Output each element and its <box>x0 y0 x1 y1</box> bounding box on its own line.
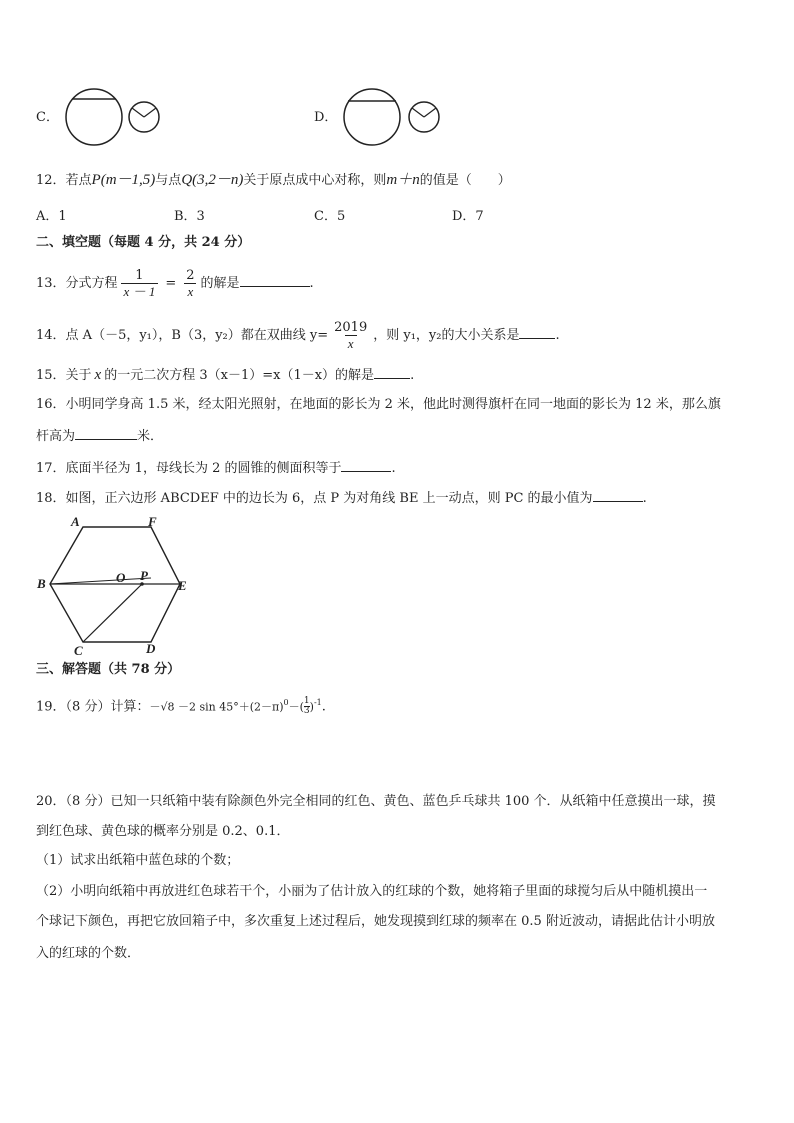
section-2-title: 二、填空题（每题 4 分，共 24 分） <box>36 235 251 250</box>
section-3-title: 三、解答题（共 78 分） <box>36 662 181 677</box>
q13-suffix: 的解是 <box>200 276 240 291</box>
q19-expr-part2: －( <box>288 700 304 714</box>
q14-suffix: ，则 y₁，y₂的大小关系是 <box>373 328 520 343</box>
label-a: A <box>71 514 80 529</box>
q14-answer-blank[interactable] <box>519 326 555 339</box>
option-d-label: D． <box>314 110 338 125</box>
label-d: D <box>146 641 156 656</box>
option-d-figure <box>338 86 448 148</box>
q12-option-c: C．5 <box>314 209 346 224</box>
label-e: E <box>178 578 187 593</box>
q19-end: . <box>321 699 326 715</box>
q16-line-1: 16．小明同学身高 1.5 米，经太阳光照射，在地面的影长为 2 米，他此时测得旗杆在同一地面的影长为 12 米，那么旗 <box>36 397 721 412</box>
q17-answer-blank[interactable] <box>341 459 391 472</box>
q19-expr-part3: ) <box>309 700 314 714</box>
q20-sub-2-line-3: 入的红球的个数． <box>36 946 141 961</box>
label-p: P <box>140 568 148 583</box>
q12-option-b: B．3 <box>174 209 205 224</box>
question-19 <box>36 690 326 720</box>
q12-number: 12．若点 <box>36 173 92 188</box>
q13-frac1-num: 1 <box>135 268 144 283</box>
q18-text: 18．如图，正六边形 ABCDEF 中的边长为 6，点 P 为对角线 BE 上一动点，则 PC 的最小值为 <box>36 491 593 506</box>
q13-equals: = <box>165 276 177 291</box>
question-12 <box>36 171 511 190</box>
q20-sub-2-line-2: 个球记下颜色，再把它放回箱子中，多次重复上述过程后，她发现摸到红球的频率在 0.5 附近波动，请据此估计小明放 <box>36 914 715 929</box>
segment-bp <box>50 578 151 584</box>
q14-prefix: 14．点 A（－5，y₁），B（3，y₂）都在双曲线 y= <box>36 328 329 343</box>
q18-answer-blank[interactable] <box>593 489 643 502</box>
q19-exp-0: 0 <box>283 698 289 707</box>
q13-prefix: 13．分式方程 <box>36 276 118 291</box>
q13-frac2-den: x <box>184 283 196 299</box>
q15-answer-blank[interactable] <box>374 366 410 379</box>
q12-mid2: 关于原点成中心对称，则 <box>243 173 387 188</box>
q16-line2-prefix: 杆高为 <box>36 429 76 444</box>
option-c-label: C． <box>36 110 59 125</box>
option-c-figure <box>60 86 170 148</box>
label-o: O <box>116 570 126 585</box>
q13-answer-blank[interactable] <box>240 274 310 287</box>
question-15 <box>36 366 414 385</box>
q20-line-2: 到红色球、黄色球的概率分别是 0.2、0.1． <box>36 824 290 839</box>
q13-fraction-1 <box>121 268 159 299</box>
q12-p-name: P <box>91 172 101 188</box>
q16-line2-suffix: 米． <box>137 429 164 444</box>
q19-expr-part1: －√8 －2 sin 45°＋(2－π) <box>149 700 284 714</box>
q14-frac-num: 2019 <box>334 320 368 335</box>
q13-fraction-2 <box>183 268 197 299</box>
question-16-line-2 <box>36 427 163 446</box>
q12-q-coord: (3,2－n) <box>192 172 244 188</box>
q13-frac1-den: x － 1 <box>121 283 159 299</box>
q14-end: . <box>555 328 560 343</box>
q19-small-den: 3 <box>303 706 310 717</box>
question-14 <box>36 318 560 354</box>
question-18 <box>36 489 647 508</box>
q12-mid1: 与点 <box>155 173 182 188</box>
q14-fraction <box>331 320 370 351</box>
q18-end: . <box>642 491 647 506</box>
q13-frac2-num: 2 <box>186 268 195 283</box>
q15-prefix: 15．关于 <box>36 368 92 383</box>
q20-sub-1: （1）试求出纸箱中蓝色球的个数； <box>36 853 240 868</box>
q15-mid: 的一元二次方程 3（x－1）=x（1－x）的解是 <box>104 368 375 383</box>
segment-pc <box>83 584 142 642</box>
question-17 <box>36 459 396 478</box>
label-b: B <box>37 576 46 591</box>
q16-answer-blank[interactable] <box>75 427 137 440</box>
q12-option-d: D．7 <box>452 209 484 224</box>
q17-text: 17．底面半径为 1，母线长为 2 的圆锥的侧面积等于 <box>36 461 342 476</box>
q13-end: . <box>309 276 314 291</box>
q12-option-a: A．1 <box>36 209 67 224</box>
q19-small-num: 1 <box>303 696 310 707</box>
q12-expr: m＋n <box>386 172 420 188</box>
q15-var: x <box>94 367 102 383</box>
q20-line-1: 20．（8 分）已知一只纸箱中装有除颜色外完全相同的红色、黄色、蓝色乒乓球共 100 个．从纸箱中任意摸出一球，摸 <box>36 794 716 809</box>
q19-exp-neg1: -1 <box>313 698 322 707</box>
q14-frac-den: x <box>345 335 357 351</box>
question-13 <box>36 266 314 302</box>
hexagon-figure <box>30 512 200 656</box>
label-f: F <box>148 514 157 529</box>
q12-tail: 的值是（ ） <box>419 173 511 188</box>
q15-end: . <box>410 368 415 383</box>
q20-sub-2-line-1: （2）小明向纸箱中再放进红色球若干个，小丽为了估计放入的红球的个数，她将箱子里面的球搅匀后从中随机摸出一 <box>36 884 708 899</box>
q12-p-coord: (m－1,5) <box>100 172 156 188</box>
q12-q-name: Q <box>181 172 193 188</box>
label-c: C <box>74 643 83 656</box>
q17-end: . <box>391 461 396 476</box>
q19-prefix: 19．（8 分）计算： <box>36 699 150 715</box>
